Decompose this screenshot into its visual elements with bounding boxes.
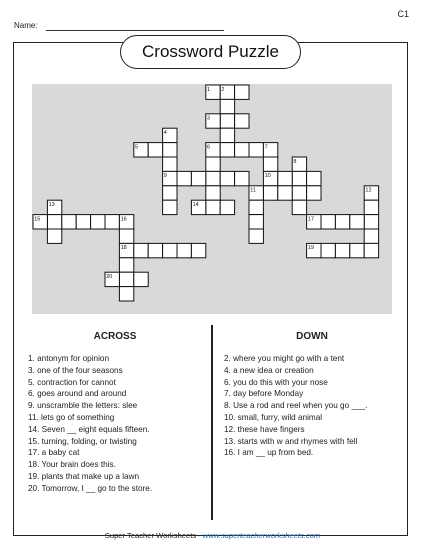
across-clue: 6. goes around and around xyxy=(28,389,127,399)
down-heading: DOWN xyxy=(296,331,328,342)
clue-number-18: 18 xyxy=(120,245,127,252)
crossword-cell[interactable] xyxy=(235,85,249,99)
down-clue: 12. these have fingers xyxy=(224,424,305,434)
crossword-cell[interactable] xyxy=(163,157,177,171)
down-clue: 7. day before Monday xyxy=(224,389,304,399)
crossword-cell[interactable] xyxy=(335,215,349,229)
crossword-cell[interactable] xyxy=(148,143,162,157)
down-clue: 2. where you might go with a tent xyxy=(224,354,345,363)
crossword-cell[interactable] xyxy=(263,157,277,171)
crossword-cell[interactable] xyxy=(292,171,306,185)
crossword-cell[interactable] xyxy=(249,229,263,243)
crossword-cell[interactable] xyxy=(220,99,234,113)
crossword-cell[interactable] xyxy=(134,272,148,286)
across-clue: 17. a baby cat xyxy=(28,448,80,458)
crossword-cell[interactable] xyxy=(119,229,133,243)
clue-number-1: 1 xyxy=(207,86,211,93)
crossword-cell[interactable] xyxy=(191,171,205,185)
down-clue-list xyxy=(224,353,409,459)
crossword-cell[interactable] xyxy=(163,186,177,200)
down-clue: 13. starts with w and rhymes with fell xyxy=(224,436,358,446)
clue-number-5: 5 xyxy=(135,144,139,151)
across-clue: 18. Your brain does this. xyxy=(28,460,116,470)
crossword-cell[interactable] xyxy=(76,215,90,229)
crossword-cell[interactable] xyxy=(364,200,378,214)
clue-number-16: 16 xyxy=(120,216,127,223)
crossword-cell[interactable] xyxy=(206,200,220,214)
crossword-cell[interactable] xyxy=(335,243,349,257)
crossword-cell[interactable] xyxy=(177,243,191,257)
clue-number-20: 20 xyxy=(106,274,113,280)
crossword-cell[interactable] xyxy=(47,215,61,229)
crossword-cell[interactable] xyxy=(119,272,133,286)
crossword-cell[interactable] xyxy=(364,243,378,257)
clue-number-2: 2 xyxy=(221,86,225,93)
crossword-cell[interactable] xyxy=(249,143,263,157)
crossword-cell[interactable] xyxy=(91,215,105,229)
crossword-cell[interactable] xyxy=(350,215,364,229)
page-title: Crossword Puzzle xyxy=(120,35,301,69)
across-clue: 1. antonym for opinion xyxy=(28,354,110,363)
column-divider xyxy=(211,325,213,520)
footer xyxy=(0,531,425,540)
down-clue: 10. small, furry, wild animal xyxy=(224,412,323,422)
crossword-cell[interactable] xyxy=(105,215,119,229)
crossword-cell[interactable] xyxy=(134,243,148,257)
clue-number-6: 6 xyxy=(207,144,211,151)
across-clue: 3. one of the four seasons xyxy=(28,365,123,375)
clue-number-13: 13 xyxy=(48,202,55,208)
crossword-cell[interactable] xyxy=(307,186,321,200)
clue-number-4: 4 xyxy=(163,130,167,136)
crossword-cell[interactable] xyxy=(278,171,292,185)
crossword-cell[interactable] xyxy=(206,171,220,185)
clue-number-14: 14 xyxy=(192,202,199,208)
down-clue: 6. you do this with your nose xyxy=(224,377,328,387)
crossword-cell[interactable] xyxy=(235,143,249,157)
across-clue: 20. Tomorrow, I __ go to the store. xyxy=(28,483,153,493)
crossword-cell[interactable] xyxy=(350,243,364,257)
crossword-cell[interactable] xyxy=(220,171,234,185)
across-clue: 14. Seven __ eight equals fifteen. xyxy=(28,424,150,434)
down-clue: 4. a new idea or creation xyxy=(224,365,314,375)
across-clue: 15. turning, folding, or twisting xyxy=(28,436,137,446)
crossword-cell[interactable] xyxy=(220,114,234,128)
crossword-cell[interactable] xyxy=(148,243,162,257)
down-clue: 8. Use a rod and reel when you go ___. xyxy=(224,401,368,411)
name-field-line[interactable] xyxy=(46,30,224,31)
footer-site-name: Super Teacher Worksheets xyxy=(104,531,197,540)
clue-number-19: 19 xyxy=(307,245,314,252)
crossword-cell[interactable] xyxy=(249,215,263,229)
clue-number-15: 15 xyxy=(34,216,41,223)
across-heading: ACROSS xyxy=(93,331,137,342)
crossword-cell[interactable] xyxy=(235,114,249,128)
crossword-cell[interactable] xyxy=(220,128,234,142)
crossword-cell[interactable] xyxy=(163,243,177,257)
worksheet-code: C1 xyxy=(397,9,409,19)
clue-number-10: 10 xyxy=(264,173,271,180)
crossword-cell[interactable] xyxy=(321,243,335,257)
across-clue: 19. plants that make up a lawn xyxy=(28,471,140,481)
footer-separator: - xyxy=(196,531,203,540)
crossword-cell[interactable] xyxy=(62,215,76,229)
crossword-cell[interactable] xyxy=(235,171,249,185)
crossword-cell[interactable] xyxy=(206,186,220,200)
crossword-cell[interactable] xyxy=(206,157,220,171)
clue-number-12: 12 xyxy=(365,187,372,194)
clue-number-17: 17 xyxy=(307,216,314,223)
crossword-cell[interactable] xyxy=(249,200,263,214)
across-clue: 11. lets go of something xyxy=(28,412,115,422)
crossword-cell[interactable] xyxy=(278,186,292,200)
crossword-cell[interactable] xyxy=(364,229,378,243)
clue-number-8: 8 xyxy=(293,158,297,165)
crossword-cell[interactable] xyxy=(191,243,205,257)
footer-url-link[interactable]: www.superteacherworksheets.com xyxy=(202,531,321,540)
crossword-cell[interactable] xyxy=(220,143,234,157)
across-clue-list xyxy=(28,353,208,495)
crossword-cell[interactable] xyxy=(292,186,306,200)
clue-number-9: 9 xyxy=(163,173,167,180)
crossword-cell[interactable] xyxy=(263,186,277,200)
down-clue: 16. I am __ up from bed. xyxy=(224,448,314,458)
crossword-cell[interactable] xyxy=(177,171,191,185)
clue-number-11: 11 xyxy=(250,187,256,194)
crossword-cell[interactable] xyxy=(47,229,61,243)
crossword-cell[interactable] xyxy=(292,200,306,214)
crossword-cell[interactable] xyxy=(364,215,378,229)
crossword-cell[interactable] xyxy=(119,287,133,301)
crossword-cell[interactable] xyxy=(163,143,177,157)
crossword-cell[interactable] xyxy=(220,200,234,214)
crossword-grid[interactable] xyxy=(32,84,392,314)
clue-number-3: 3 xyxy=(207,115,211,122)
crossword-cell[interactable] xyxy=(119,258,133,272)
name-label: Name: xyxy=(14,21,38,30)
crossword-cell[interactable] xyxy=(163,200,177,214)
clue-number-7: 7 xyxy=(264,144,268,151)
crossword-cell[interactable] xyxy=(321,215,335,229)
across-clue: 5. contraction for cannot xyxy=(28,377,116,387)
crossword-cell[interactable] xyxy=(307,171,321,185)
across-clue: 9. unscramble the letters: slee xyxy=(28,401,138,411)
